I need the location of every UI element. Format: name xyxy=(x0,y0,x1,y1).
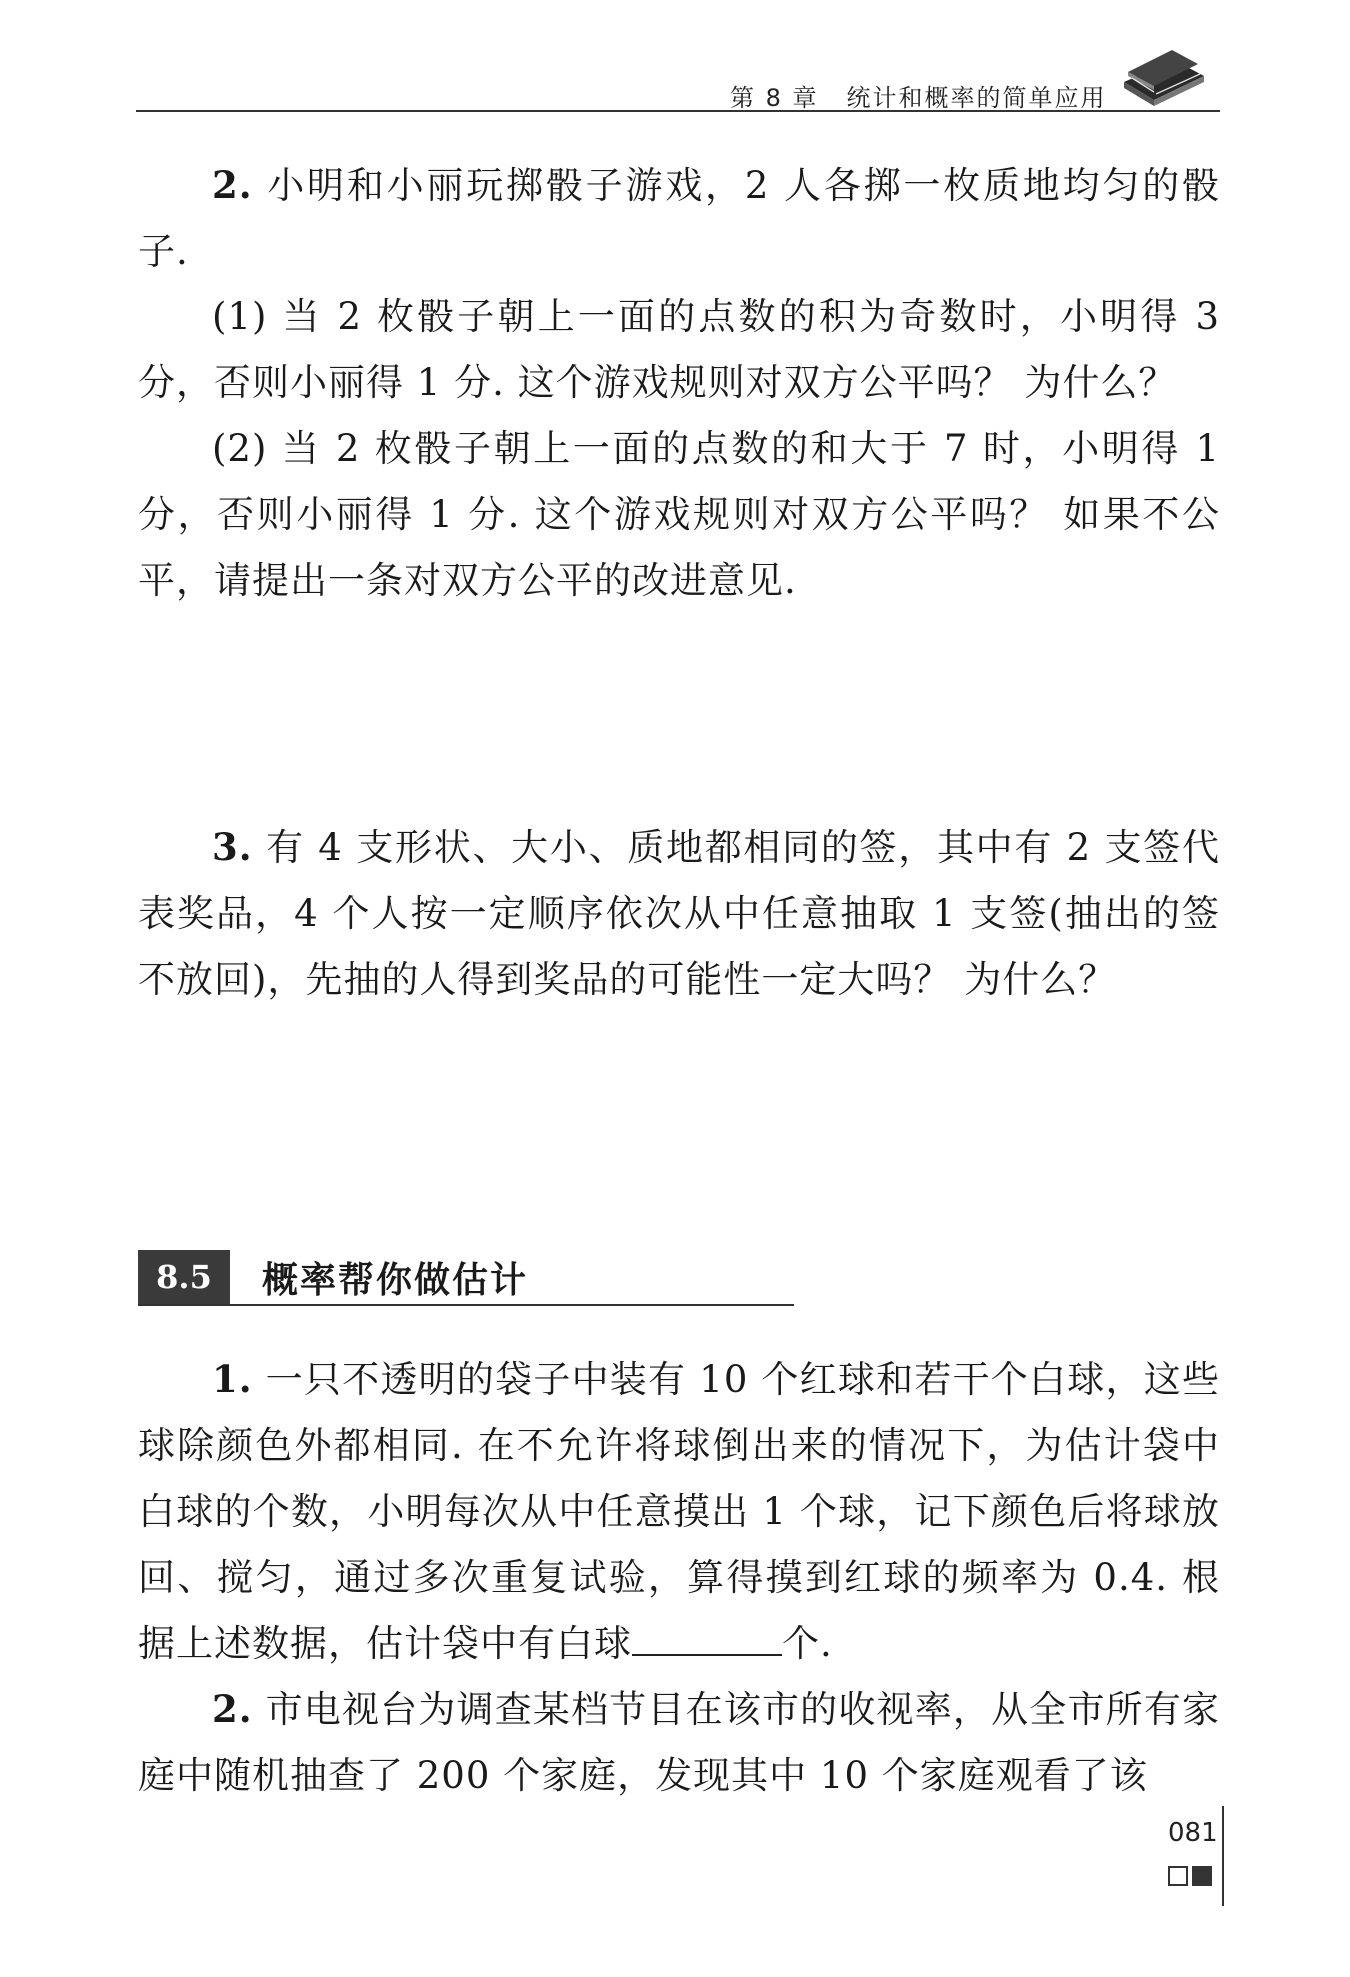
problem-text: 小明和小丽玩掷骰子游戏，2 人各掷一枚质地均匀的骰子. xyxy=(138,164,1220,273)
running-header xyxy=(730,78,1107,113)
problem-text: 有 4 支形状、大小、质地都相同的签，其中有 2 支签代表奖品，4 个人按一定顺序依次从中任意抽取 1 支签(抽出的签不放回)，先抽的人得到奖品的可能性一定大吗？ 为什么？ xyxy=(138,826,1221,1001)
problem-2-stem xyxy=(138,152,1220,285)
subquestion-text: (1) 当 2 枚骰子朝上一面的点数的积为奇数时，小明得 3 分，否则小丽得 1 分. 这个游戏规则对双方公平吗？ 为什么？ xyxy=(138,295,1220,404)
chapter-label: 第 8 章 xyxy=(730,84,819,112)
problem-number: 2. xyxy=(212,163,253,207)
section-problem-1 xyxy=(138,1346,1220,1677)
subquestion-text: (2) 当 2 枚骰子朝上一面的点数的和大于 7 时，小明得 1 分，否则小丽得 1 分. 这个游戏规则对双方公平吗？ 如果不公平，请提出一条对双方公平的改进意见. xyxy=(138,427,1220,602)
chapter-title: 统计和概率的简单应用 xyxy=(846,84,1107,112)
page-edge-rule xyxy=(1222,1806,1224,1906)
problem-number: 2. xyxy=(212,1687,253,1731)
filled-square-icon xyxy=(1192,1866,1212,1886)
section-problem-2 xyxy=(138,1676,1220,1809)
section-number-badge: 8.5 xyxy=(138,1250,230,1304)
problem-text: 市电视台为调查某档节目在该市的收视率，从全市所有家庭中随机抽查了 200 个家庭，发现其中 10 个家庭观看了该 xyxy=(138,1688,1221,1797)
section-title: 概率帮你做估计 xyxy=(262,1260,529,1301)
problem-text-end: 个. xyxy=(782,1622,833,1665)
problem-text: 一只不透明的袋子中装有 10 个红球和若干个白球，这些球除颜色外都相同. 在不允许将球倒出来的情况下，为估计袋中白球的个数，小明每次从中任意摸出 1 个球，记下颜色后将球放回、搅匀，通过多次重复试验，算得摸到红球的频率为 0.4. 根据上述数据，估计袋中有白球 xyxy=(138,1358,1221,1665)
answer-blank xyxy=(632,1626,782,1656)
problem-number: 3. xyxy=(212,825,253,869)
section-heading xyxy=(138,1250,794,1306)
problem-3 xyxy=(138,814,1220,1013)
problem-2-part-2 xyxy=(138,416,1220,614)
header-rule xyxy=(136,110,1220,112)
books-icon xyxy=(1118,42,1208,110)
page-marker xyxy=(1168,1866,1216,1890)
problem-number: 1. xyxy=(212,1357,253,1401)
problem-2-part-1 xyxy=(138,284,1220,416)
page-number: 081 xyxy=(1168,1818,1218,1848)
section-rule xyxy=(138,1304,794,1306)
empty-square-icon xyxy=(1168,1866,1188,1886)
